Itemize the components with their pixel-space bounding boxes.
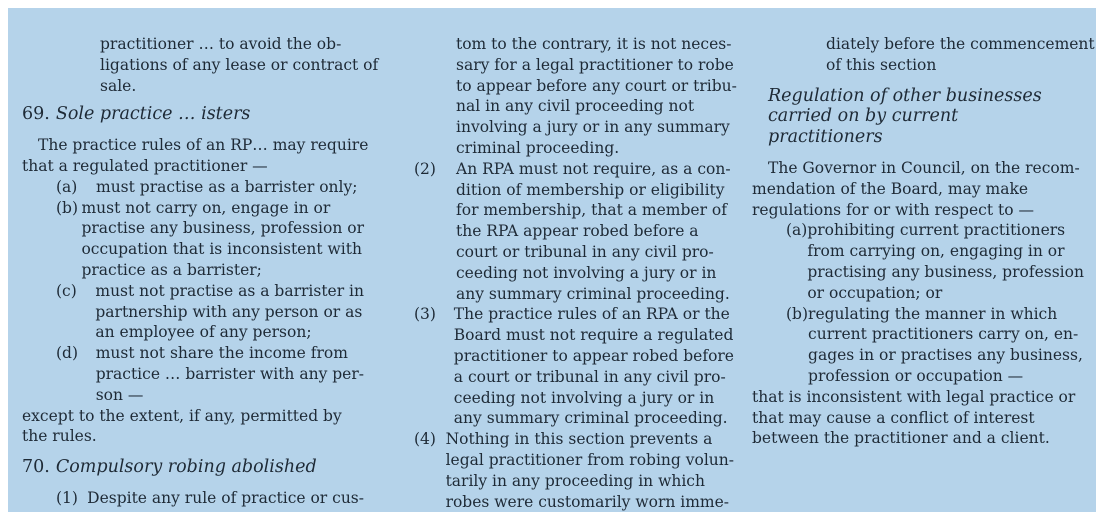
text-line: criminal proceeding.	[456, 138, 620, 157]
text-line: son —	[95, 385, 144, 404]
text-line: an employee of any person;	[95, 323, 312, 342]
section-heading: Regulation of other businesses	[768, 85, 1042, 106]
text-line: practise any business, profession or	[81, 219, 364, 238]
item-mark: (b)	[786, 304, 809, 323]
text-line: must not carry on, engage in or	[81, 198, 331, 217]
item-mark: (3)	[414, 305, 436, 324]
list-item	[22, 343, 364, 405]
text-line: must not share the income from	[95, 344, 348, 363]
text-line: ceeding not involving a jury or in	[456, 263, 717, 282]
text-line: Despite any rule of practice or cus-	[87, 488, 364, 507]
text-line: current practitioners carry on, en-	[808, 325, 1079, 344]
item-mark: (2)	[414, 159, 436, 178]
text-line: must not practise as a barrister in	[95, 281, 364, 300]
section-number: 69.	[22, 104, 50, 125]
text-line: practice … barrister with any per-	[95, 364, 364, 383]
list-item	[22, 281, 364, 343]
text-line: Board must not require a regulated	[453, 326, 734, 345]
text-line: for membership, that a member of	[456, 201, 727, 220]
text-line: gages in or practises any business,	[808, 346, 1083, 365]
text-line: to appear before any court or tribu-	[456, 76, 737, 95]
text-line: practising any business, profession	[807, 262, 1084, 281]
text-line: of this section	[826, 55, 937, 74]
list-item	[752, 220, 1082, 303]
text-line: The practice rules of an RPA or the	[453, 305, 730, 324]
text-line: ligations of any lease or contract of	[100, 55, 379, 74]
text-line: The practice rules of an RP… may require	[38, 136, 369, 155]
text-line: regulating the manner in which	[808, 304, 1058, 323]
column-3	[752, 34, 1095, 449]
text-line: dition of membership or eligibility	[456, 180, 725, 199]
text-line: partnership with any person or as	[95, 302, 363, 321]
text-line: legal practitioner from robing volun-	[445, 450, 734, 469]
subsection	[22, 488, 364, 509]
list-item	[22, 198, 364, 281]
text-line: the rules.	[22, 427, 97, 446]
text-line: occupation that is inconsistent with	[81, 240, 362, 259]
text-line: except to the extent, if any, permitted by	[22, 406, 342, 425]
text-line: prohibiting current practitioners	[807, 221, 1066, 240]
text-line: diately before the commencement	[826, 35, 1095, 53]
text-line: practitioner to appear robed before	[453, 346, 734, 365]
text-line: from carrying on, engaging in or	[807, 242, 1065, 261]
text-line: profession or occupation —	[808, 366, 1024, 385]
text-line: tom to the contrary, it is not neces-	[456, 35, 732, 53]
text-line: any summary criminal proceeding.	[456, 284, 730, 303]
text-line: practice as a barrister;	[81, 260, 262, 279]
text-line: any summary criminal proceeding.	[453, 409, 728, 428]
item-mark: (1)	[56, 488, 78, 507]
section-70-heading	[22, 457, 364, 478]
text-line: The Governor in Council, on the recom-	[768, 158, 1080, 177]
text-line: that may cause a conflict of interest	[752, 408, 1035, 427]
item-mark: (a)	[56, 177, 78, 196]
section-number: 70.	[22, 457, 50, 478]
section-69-heading	[22, 104, 364, 125]
subsection	[410, 159, 734, 305]
list-item	[22, 177, 364, 198]
text-line: a court or tribunal in any civil pro-	[453, 367, 726, 386]
document-page	[8, 8, 1096, 512]
item-mark: (b)	[56, 198, 79, 217]
section-heading: carried on by current	[768, 106, 959, 127]
text-line: tarily in any proceeding in which	[445, 471, 705, 490]
text-line: between the practitioner and a client.	[752, 429, 1050, 448]
text-line: sary for a legal practitioner to robe	[456, 55, 734, 74]
list-item	[752, 304, 1082, 387]
text-line: must practise as a barrister only;	[96, 177, 358, 196]
column-2	[410, 34, 737, 512]
text-line: that a regulated practitioner —	[22, 156, 268, 175]
subsection	[410, 429, 734, 512]
text-line: the RPA appear robed before a	[456, 222, 699, 241]
section-heading: practitioners	[768, 127, 883, 148]
text-line: An RPA must not require, as a con-	[456, 159, 731, 178]
subsection	[410, 304, 734, 429]
item-mark: (d)	[56, 344, 79, 363]
text-line: Nothing in this section prevents a	[445, 430, 713, 449]
text-line: mendation of the Board, may make	[752, 179, 1029, 198]
text-line: nal in any civil proceeding not	[456, 97, 695, 116]
text-line: involving a jury or in any summary	[456, 118, 730, 137]
text-line: regulations for or with respect to —	[752, 200, 1034, 219]
section-title: Sole practice … isters	[55, 104, 251, 125]
item-mark: (4)	[414, 430, 436, 449]
text-line: court or tribunal in any civil pro-	[456, 242, 714, 261]
text-line: robes were customarily worn imme-	[445, 492, 730, 511]
text-line: that is inconsistent with legal practice or	[752, 387, 1076, 406]
text-line: or occupation; or	[807, 283, 943, 302]
item-mark: (c)	[56, 281, 77, 300]
item-mark: (a)	[786, 221, 808, 240]
text-line: sale.	[100, 76, 137, 95]
column-1	[22, 34, 379, 509]
text-line: practitioner … to avoid the ob-	[100, 35, 342, 53]
text-line: ceeding not involving a jury or in	[453, 388, 715, 407]
section-title: Compulsory robing abolished	[55, 457, 317, 478]
